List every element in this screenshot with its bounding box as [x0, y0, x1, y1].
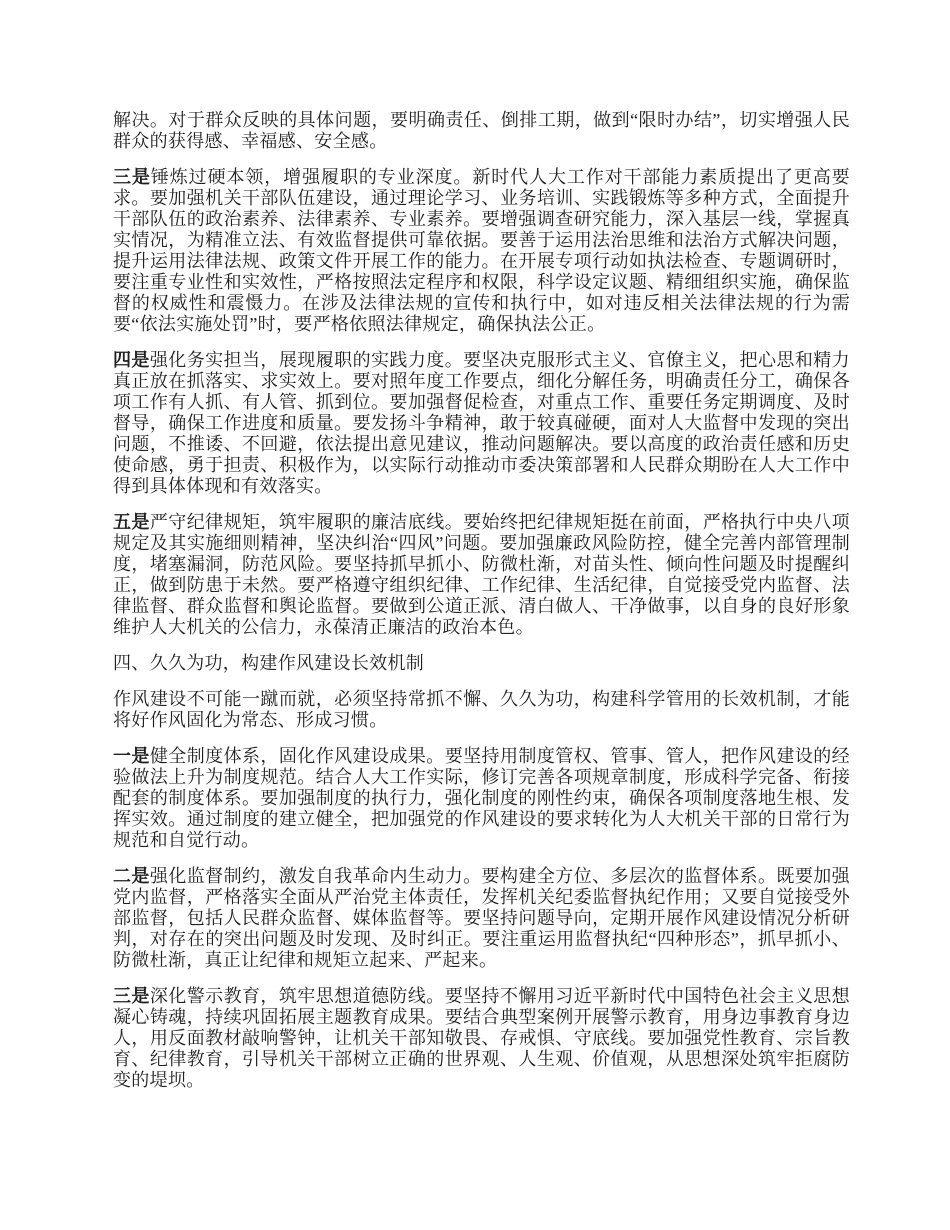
- paragraph-text: 强化务实担当，展现履职的实践力度。要坚决克服形式主义、官僚主义，把心思和精力真正放在抓落实、求实效上。要对照年度工作要点，细化分解任务，明确责任分工，确保各项工作有人抓、有人管、抓到位。要加强督促检查，对重点工作、重要任务定期调度、及时督导，确保工作进度和质量。要发扬斗争精神，敢于较真碰硬，面对人大监督中发现的突出问题，不推诿、不回避，依法提出意见建议，推动问题解决。要以高度的政治责任感和历史使命感，勇于担责、积极作为，以实际行动推动市委决策部署和人民群众期盼在人大工作中得到具体体现和有效落实。: [113, 350, 850, 496]
- paragraph: [113, 986, 850, 1091]
- paragraph: [113, 746, 850, 851]
- paragraph-lead: 三是: [113, 986, 150, 1006]
- paragraph: [113, 167, 850, 335]
- paragraph-text: 作风建设不可能一蹴而就，必须坚持常抓不懈、久久为功，构建科学管用的长效机制，才能将好作风固化为常态、形成习惯。: [113, 689, 850, 730]
- paragraph-text: 强化监督制约，激发自我革命内生动力。要构建全方位、多层次的监督体系。既要加强党内监督，严格落实全面从严治党主体责任，发挥机关纪委监督执纪作用；又要自觉接受外部监督，包括人民群众监督、媒体监督等。要坚持问题导向，定期开展作风建设情况分析研判，对存在的突出问题及时发现、及时纠正。要注重运用监督执纪“四种形态”，抓早抓小、防微杜渐，真正让纪律和规矩立起来、严起来。: [113, 866, 850, 970]
- paragraph: [113, 689, 850, 731]
- paragraph-text: 锤炼过硬本领，增强履职的专业深度。新时代人大工作对干部能力素质提出了更高要求。要加强机关干部队伍建设，通过理论学习、业务培训、实践锻炼等多种方式，全面提升干部队伍的政治素养、法律素养、专业素养。要增强调查研究能力，深入基层一线，掌握真实情况，为精准立法、有效监督提供可靠依据。要善于运用法治思维和法治方式解决问题，提升运用法律法规、政策文件开展工作的能力。在开展专项行动如执法检查、专题调研时，要注重专业性和实效性，严格按照法定程序和权限，科学设定议题、精细组织实施，确保监督的权威性和震慑力。在涉及法律法规的宣传和执行中，如对违反相关法律法规的行为需要“依法实施处罚”时，要严格依照法律规定，确保执法公正。: [113, 167, 850, 334]
- paragraph-text: 健全制度体系，固化作风建设成果。要坚持用制度管权、管事、管人，把作风建设的经验做法上升为制度规范。结合人大工作实际，修订完善各项规章制度，形成科学完备、衔接配套的制度体系。要加强制度的执行力，强化制度的刚性约束，确保各项制度落地生根、发挥实效。通过制度的建立健全，把加强党的作风建设的要求转化为人大机关干部的日常行为规范和自觉行动。: [113, 746, 850, 850]
- paragraph-lead: 四是: [113, 350, 150, 370]
- paragraph: [113, 866, 850, 971]
- document-page: [113, 110, 850, 1106]
- paragraph-lead: 三是: [113, 167, 151, 187]
- paragraph-lead: 一是: [113, 746, 150, 766]
- paragraph-text: 严守纪律规矩，筑牢履职的廉洁底线。要始终把纪律规矩挺在前面，严格执行中央八项规定及其实施细则精神，坚决纠治“四风”问题。要加强廉政风险防控，健全完善内部管理制度，堵塞漏洞，防范风险。要坚持抓早抓小、防微杜渐，对苗头性、倾向性问题及时提醒纠正，做到防患于未然。要严格遵守组织纪律、工作纪律、生活纪律，自觉接受党内监督、法律监督、群众监督和舆论监督。要做到公道正派、清白做人、干净做事，以自身的良好形象维护人大机关的公信力，永葆清正廉洁的政治本色。: [113, 512, 850, 637]
- paragraph: [113, 110, 850, 152]
- paragraph-text: 深化警示教育，筑牢思想道德防线。要坚持不懈用习近平新时代中国特色社会主义思想凝心铸魂，持续巩固拓展主题教育成果。要结合典型案例开展警示教育，用身边事教育身边人，用反面教材敲响警钟，让机关干部知敬畏、存戒惧、守底线。要加强党性教育、宗旨教育、纪律教育，引导机关干部树立正确的世界观、人生观、价值观，从思想深处筑牢拒腐防变的堤坝。: [113, 986, 850, 1090]
- paragraph-lead: 五是: [113, 512, 150, 532]
- section-heading: 四、久久为功，构建作风建设长效机制: [113, 653, 425, 673]
- paragraph-lead: 二是: [113, 866, 150, 886]
- paragraph-text: 解决。对于群众反映的具体问题，要明确责任、倒排工期，做到“限时办结”，切实增强人民群众的获得感、幸福感、安全感。: [113, 110, 850, 151]
- paragraph: [113, 350, 850, 497]
- paragraph: [113, 512, 850, 638]
